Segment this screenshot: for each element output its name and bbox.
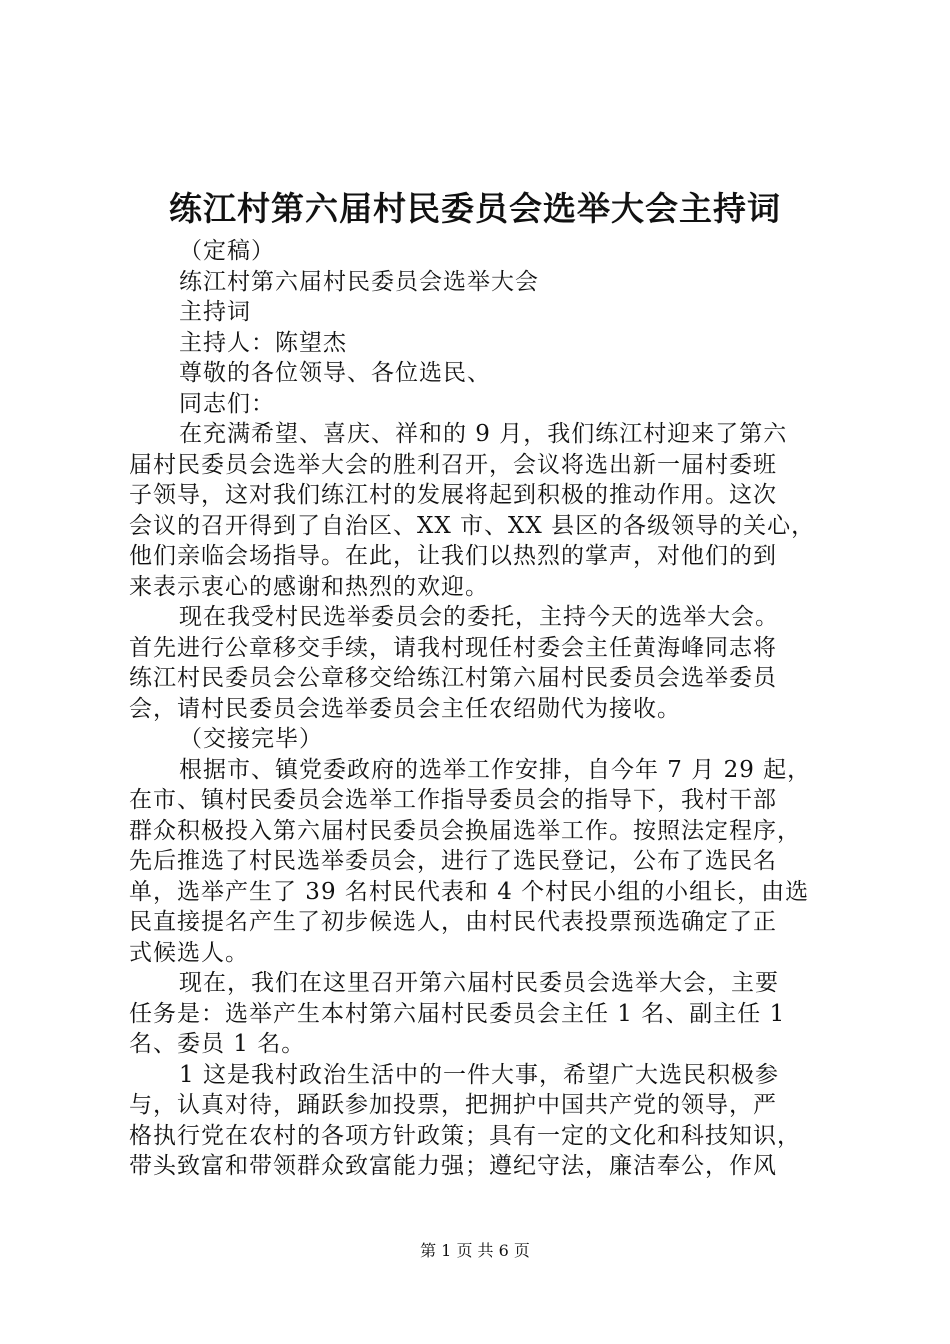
body-line: 会，请村民委员会选举委员会主任农绍勋代为接收。 — [129, 695, 681, 722]
body-line: 与，认真对待，踊跃参加投票，把拥护中国共产党的领导，严 — [129, 1092, 777, 1118]
body-line: 民直接提名产生了初步候选人，由村民代表投票预选确定了正 — [129, 909, 777, 935]
body-line: 1 这是我村政治生活中的一件大事，希望广大选民积极参 — [179, 1061, 779, 1088]
body-line: 尊敬的各位领导、各位选民、 — [179, 360, 491, 386]
document-title: 练江村第六届村民委员会选举大会主持词 — [169, 189, 781, 228]
body-line: 他们亲临会场指导。在此，让我们以热烈的掌声，对他们的到 — [129, 543, 777, 569]
body-line: 先后推选了村民选举委员会，进行了选民登记，公布了选民名 — [129, 848, 777, 874]
body-line: 现在我受村民选举委员会的委托，主持今天的选举大会。 — [179, 604, 779, 630]
body-line: 现在，我们在这里召开第六届村民委员会选举大会，主要 — [179, 970, 779, 996]
body-line: 在市、镇村民委员会选举工作指导委员会的指导下，我村干部 — [129, 787, 777, 813]
body-line: 会议的召开得到了自治区、XX 市、XX 县区的各级领导的关心， — [129, 512, 816, 539]
body-line: 任务是：选举产生本村第六届村民委员会主任 1 名、副主任 1 — [129, 1000, 786, 1027]
body-line: 单，选举产生了 39 名村民代表和 4 个村民小组的小组长，由选 — [129, 878, 810, 905]
body-line: 来表示衷心的感谢和热烈的欢迎。 — [129, 573, 489, 600]
body-line: 根据市、镇党委政府的选举工作安排，自今年 7 月 29 起， — [179, 756, 812, 783]
body-line: 首先进行公章移交手续，请我村现任村委会主任黄海峰同志将 — [129, 634, 777, 661]
body-line: 子领导，这对我们练江村的发展将起到积极的推动作用。这次 — [129, 482, 777, 508]
body-line: （定稿） — [179, 238, 275, 264]
body-line: 式候选人。 — [129, 939, 249, 966]
body-line: 练江村第六届村民委员会选举大会 — [179, 268, 539, 295]
body-line: 主持人：陈望杰 — [179, 329, 347, 356]
page-footer: 第 1 页 共 6 页 — [420, 1241, 530, 1260]
body-line: 练江村民委员会公章移交给练江村第六届村民委员会选举委员 — [129, 665, 777, 691]
body-line: （交接完毕） — [179, 726, 323, 752]
body-line: 同志们： — [179, 390, 275, 417]
body-line: 主持词 — [179, 299, 251, 325]
body-line: 群众积极投入第六届村民委员会换届选举工作。按照法定程序， — [129, 817, 801, 844]
body-line: 名、委员 1 名。 — [129, 1031, 306, 1057]
body-line: 届村民委员会选举大会的胜利召开，会议将选出新一届村委班 — [129, 451, 777, 478]
document-body — [129, 236, 829, 1182]
body-line: 格执行党在农村的各项方针政策；具有一定的文化和科技知识， — [129, 1122, 801, 1149]
body-line: 在充满希望、喜庆、祥和的 9 月，我们练江村迎来了第六 — [179, 421, 788, 447]
body-line: 带头致富和带领群众致富能力强；遵纪守法，廉洁奉公，作风 — [129, 1153, 777, 1179]
